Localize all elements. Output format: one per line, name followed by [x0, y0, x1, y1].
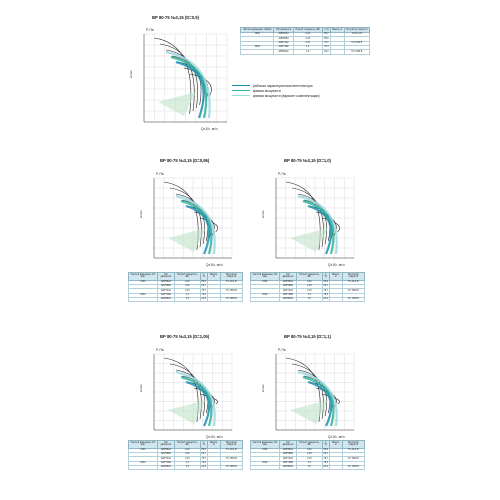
- table-cell: АИР56A4: [274, 32, 293, 36]
- table-header-cell: Масса, кг: [330, 441, 343, 449]
- table-cell: ТС-7000 Б: [344, 50, 369, 54]
- table-cell: АИР71B2: [279, 293, 296, 297]
- table-header-cell: Тип двигателя: [274, 28, 293, 33]
- table-header-cell: n, %: [200, 273, 208, 281]
- table-cell: ТС-7000 Б: [342, 298, 364, 302]
- table-header-cell: Частота вращения, об/мин: [251, 441, 280, 449]
- chart-title-1: ВР 80-75 №3,15 (D=0,9): [152, 15, 199, 20]
- table-cell: АИР80A2: [274, 50, 293, 54]
- table-cell: ТС-7000 Б: [220, 298, 242, 302]
- table-header-cell: Тип двигателя: [157, 441, 174, 449]
- table-cell: АИР71A2: [279, 289, 296, 293]
- table-cell: 63,0: [323, 280, 329, 283]
- table-cell: ТС-10-1 Б: [220, 448, 242, 452]
- table-cell: 0,12: [297, 280, 322, 284]
- axis-bottom-label: Q×10³, м³/ч: [328, 263, 345, 267]
- table-cell: 3000: [251, 461, 280, 465]
- chart-title-2: ВР 80-75 №3,15 (D=0,95): [160, 158, 210, 163]
- motor-table-4: [128, 440, 243, 470]
- table-cell: АИР56A4: [157, 448, 174, 452]
- table-cell: 3000: [251, 293, 280, 297]
- table-cell: 68,7: [323, 453, 329, 456]
- table-cell: 1500: [251, 280, 280, 284]
- axis-left-label: кгс/м²: [129, 70, 133, 78]
- table-cell: [251, 466, 280, 470]
- table-cell: [330, 50, 344, 54]
- table-header-cell: Потреб. мощность, кВт: [175, 441, 200, 449]
- chart-svg: [128, 24, 233, 136]
- table-cell: 1,5: [297, 466, 322, 470]
- table-header-cell: Масса, кг: [208, 441, 221, 449]
- performance-chart-1: [128, 24, 233, 136]
- table-cell: 1500: [129, 280, 158, 284]
- table-cell: 58,9: [324, 37, 329, 40]
- table-header-cell: n, %: [324, 28, 329, 31]
- chart-svg: [138, 168, 238, 272]
- table-header-cell: n, %: [322, 273, 330, 281]
- legend-swatch-alt: [232, 95, 250, 97]
- table-cell: 3000: [129, 461, 158, 465]
- table-cell: 79,3: [201, 462, 207, 465]
- axis-bottom-label: Q×10³, м³/ч: [206, 435, 223, 439]
- axis-top-label: P, Па: [156, 348, 164, 352]
- table-cell: 1,5: [297, 298, 322, 302]
- table-cell: ТС-7000 Б: [342, 457, 364, 461]
- table-cell: 68,7: [201, 453, 207, 456]
- table-cell: [208, 466, 221, 470]
- table-cell: ТС-10-1 Б: [220, 280, 242, 284]
- table-header-cell: n, %: [200, 441, 208, 449]
- table-header-cell: Частота вращения, об/мин: [129, 273, 158, 281]
- table-cell: 79,3: [201, 294, 207, 297]
- table-cell: 3000: [129, 293, 158, 297]
- legend-label-main: рабочая характеристика вентилятора: [253, 83, 313, 88]
- table-cell: АИР56B4: [157, 452, 174, 456]
- table-header-cell: Масса, кг: [208, 273, 221, 281]
- table-header-row: [251, 441, 365, 449]
- table-cell: АИР80A2: [157, 466, 174, 470]
- table-cell: 0,12: [175, 448, 200, 452]
- table-header-cell: n, %: [322, 441, 330, 449]
- table-row: [129, 298, 243, 302]
- table-cell: 1,1: [297, 461, 322, 465]
- table-cell: 63,0: [201, 448, 207, 451]
- table-header-cell: Тип двигателя: [157, 273, 174, 281]
- table-cell: АИР56B4: [157, 284, 174, 288]
- table-cell: 1500: [241, 32, 274, 36]
- chart-legend: [232, 83, 320, 98]
- performance-chart-3: [260, 168, 360, 272]
- table-header-cell: Регулятор скорости: [342, 441, 364, 449]
- axis-bottom-label: Q×10³, м³/ч: [201, 127, 218, 131]
- motor-table-5: [250, 440, 365, 470]
- table-cell: 1,1: [297, 293, 322, 297]
- table-cell: АИР71B2: [279, 461, 296, 465]
- table-cell: [251, 298, 280, 302]
- table-cell: [330, 298, 343, 302]
- table-cell: [330, 466, 343, 470]
- chart-title-4: ВР 80-75 №3,15 (D=1,05): [160, 334, 210, 339]
- table-header-cell: Частота вращения, об/мин: [129, 441, 158, 449]
- table-header-cell: Регулятор скорости: [342, 273, 364, 281]
- table-cell: 3000: [241, 45, 274, 49]
- table-cell: 81,0: [201, 466, 207, 469]
- table-cell: 0,75: [175, 457, 200, 461]
- table-cell: 1500: [251, 448, 280, 452]
- axis-left-label: кгс/м²: [139, 210, 143, 218]
- performance-chart-4: [138, 344, 238, 444]
- axis-top-label: P, Па: [278, 172, 286, 176]
- table-cell: 68,7: [201, 285, 207, 288]
- table-cell: АИР56B4: [274, 37, 293, 41]
- table-cell: ТС-7000 Б: [342, 289, 364, 293]
- table-cell: ТС-7000 Б: [220, 466, 242, 470]
- table-cell: 1,1: [293, 45, 322, 49]
- table-header-cell: Потреб. мощность, кВт: [293, 28, 322, 33]
- chart-title-5: ВР 80-75 №3,15 (D=1,1): [284, 334, 331, 339]
- table-cell: АИР80A2: [279, 298, 296, 302]
- table-cell: АИР56B4: [279, 284, 296, 288]
- table-cell: [208, 298, 221, 302]
- table-header-cell: Регулятор скорости: [220, 441, 242, 449]
- table-cell: 0,18: [175, 284, 200, 288]
- table-cell: 81,0: [323, 466, 329, 469]
- table-cell: АИР71B2: [274, 45, 293, 49]
- table-cell: ТС-7000 Б: [342, 466, 364, 470]
- axis-left-label: кгс/м²: [261, 210, 265, 218]
- table-header-cell: Частота вращения, об/мин: [251, 273, 280, 281]
- table-cell: 81,0: [323, 298, 329, 301]
- table-cell: 0,18: [293, 37, 322, 41]
- table-cell: АИР56A4: [279, 448, 296, 452]
- table-row: [251, 466, 365, 470]
- table-cell: АИР80A2: [157, 298, 174, 302]
- table-cell: АИР71A2: [279, 457, 296, 461]
- axis-left-label: кгс/м²: [261, 384, 265, 392]
- chart-svg: [260, 344, 360, 444]
- table-cell: 0,75: [297, 289, 322, 293]
- table-cell: ТС-7000 Б: [220, 457, 242, 461]
- table-header-cell: Тип двигателя: [279, 441, 296, 449]
- table-cell: [241, 50, 274, 54]
- motor-table-1: [240, 27, 370, 55]
- table-header-row: [129, 441, 243, 449]
- table-cell: АИР56A4: [279, 280, 296, 284]
- table-header-cell: Регулятор скорости: [220, 273, 242, 281]
- motor-table-2: [128, 272, 243, 302]
- table-row: [241, 50, 370, 54]
- table-cell: 75,7: [324, 41, 329, 44]
- legend-item-alt: [232, 93, 320, 98]
- table-cell: 79,3: [324, 46, 329, 49]
- table-cell: 81,0: [324, 50, 329, 53]
- table-header-row: [251, 273, 365, 281]
- legend-label-power: кривая мощности: [253, 88, 281, 93]
- table-cell: [129, 298, 158, 302]
- table-cell: 1,1: [175, 293, 200, 297]
- table-cell: 0,75: [297, 457, 322, 461]
- table-cell: ТС-10-1 Б: [342, 448, 364, 452]
- axis-bottom-label: Q×10³, м³/ч: [206, 263, 223, 267]
- table-cell: 1,5: [175, 298, 200, 302]
- table-header-cell: Потреб. мощность, кВт: [297, 441, 322, 449]
- table-header-cell: Масса, кг: [330, 273, 343, 281]
- table-cell: 66,7: [324, 33, 329, 36]
- table-cell: ТС-7000 Б: [220, 289, 242, 293]
- table-cell: АИР71A2: [157, 289, 174, 293]
- axis-bottom-label: Q×10³, м³/ч: [328, 435, 345, 439]
- table-cell: АИР56B4: [279, 452, 296, 456]
- table-header-row: [129, 273, 243, 281]
- table-cell: 79,3: [323, 462, 329, 465]
- table-cell: ТС-7000 Б: [344, 41, 369, 45]
- chart-svg: [260, 168, 360, 272]
- table-cell: 79,3: [323, 294, 329, 297]
- table-cell: 81,0: [201, 298, 207, 301]
- legend-swatch-power: [232, 90, 250, 92]
- table-cell: [129, 466, 158, 470]
- table-row: [251, 298, 365, 302]
- performance-chart-5: [260, 344, 360, 444]
- axis-left-label: кгс/м²: [139, 384, 143, 392]
- working-zone: [168, 228, 206, 252]
- table-cell: 0,18: [297, 284, 322, 288]
- motor-table-3: [250, 272, 365, 302]
- table-header-cell: Тип двигателя: [279, 273, 296, 281]
- table-cell: АИР56A4: [157, 280, 174, 284]
- table-cell: 0,12: [297, 448, 322, 452]
- table-cell: 1500: [129, 448, 158, 452]
- table-cell: 68,7: [323, 285, 329, 288]
- table-cell: АИР80A2: [279, 466, 296, 470]
- table-cell: 63,0: [201, 280, 207, 283]
- table-cell: 1,5: [293, 50, 322, 54]
- table-header-cell: Масса, кг: [332, 28, 343, 31]
- table-cell: 0,75: [293, 41, 322, 45]
- table-cell: 0,18: [297, 452, 322, 456]
- table-header-cell: Потреб. мощность, кВт: [175, 273, 200, 281]
- table-cell: 75,7: [323, 289, 329, 292]
- table-cell: 75,7: [323, 457, 329, 460]
- table-header-cell: Потреб. мощность, кВт: [297, 273, 322, 281]
- table-cell: АИР71A2: [157, 457, 174, 461]
- table-row: [129, 466, 243, 470]
- axis-top-label: P, Па: [146, 28, 154, 32]
- table-cell: 0,75: [175, 289, 200, 293]
- table-header-cell: Частота вращения, об/мин: [241, 28, 274, 33]
- axis-top-label: P, Па: [278, 348, 286, 352]
- table-cell: 75,7: [201, 457, 207, 460]
- table-cell: ТС-10-1 Б: [342, 280, 364, 284]
- table-cell: ТС-10-1 Б: [344, 32, 369, 36]
- table-cell: 0,18: [175, 452, 200, 456]
- table-cell: 1,1: [175, 461, 200, 465]
- chart-svg: [138, 344, 238, 444]
- working-zone: [290, 228, 328, 252]
- table-cell: 75,7: [201, 289, 207, 292]
- table-cell: 63,0: [323, 448, 329, 451]
- chart-title-3: ВР 80-75 №3,15 (D=1,0): [284, 158, 331, 163]
- table-cell: 0,12: [293, 32, 322, 36]
- legend-label-alt: кривая мощности (вариант комплектации): [253, 93, 320, 98]
- table-header-cell: Регулятор скорости: [344, 28, 369, 33]
- table-cell: АИР71A2: [274, 41, 293, 45]
- table-cell: АИР71B2: [157, 293, 174, 297]
- table-cell: 0,12: [175, 280, 200, 284]
- legend-swatch-main: [232, 85, 250, 87]
- table-cell: АИР71B2: [157, 461, 174, 465]
- table-cell: 1,5: [175, 466, 200, 470]
- axis-top-label: P, Па: [156, 172, 164, 176]
- performance-chart-2: [138, 168, 238, 272]
